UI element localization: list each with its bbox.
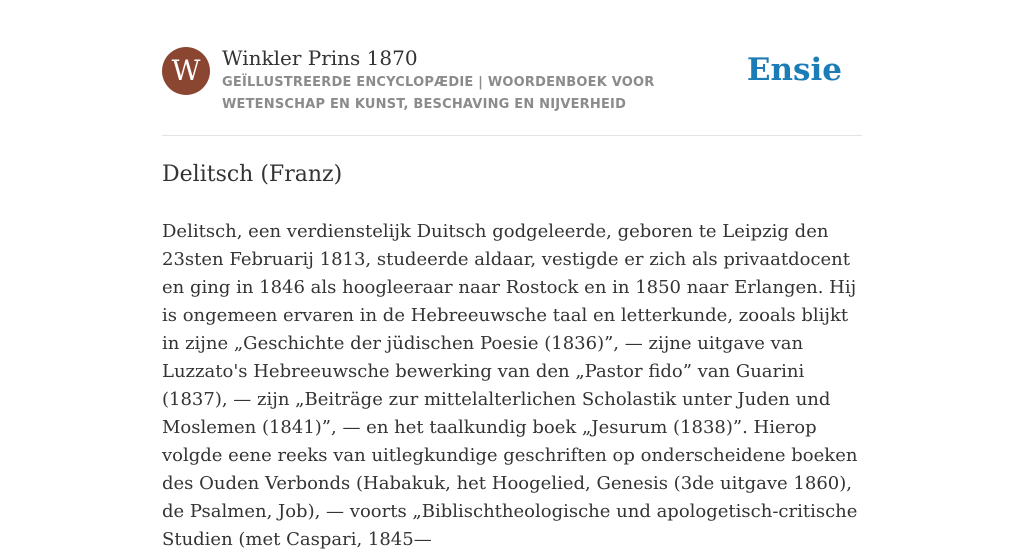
source-avatar[interactable] [162,47,210,95]
source-subtitle: GEÏLLUSTREERDE ENCYCLOPÆDIE | WOORDENBOEK VOOR WETENSCHAP EN KUNST, BESCHAVING EN NIJVERHEID [222,75,655,112]
avatar-letter: W [171,54,201,87]
source-header [162,0,862,136]
article-title: Delitsch (Franz) [162,162,343,187]
ensie-logo[interactable]: Ensie [746,52,842,88]
source-title[interactable]: Winkler Prins 1870 [222,46,418,70]
article-body: Delitsch, een verdienstelijk Duitsch godgeleerde, geboren te Leipzig den 23sten Februarij 1813, studeerde aldaar, vestigde er zich als privaatdocent en ging in 1846 als hoogleeraar naar Rostock en in 1850 naar Erlangen. Hij is ongemeen ervaren in de Hebreeuwsche taal en letterkunde, zooals blijkt in zijne „Geschichte der jüdischen Poesie (1836)”, — zijne uitgave van Luzzato's Hebreeuwsche bewerking van den „Pastor fido” van Guarini (1837), — zijn „Beiträge zur mittelalterlichen Scholastik unter Juden und Moslemen (1841)”, — en het taalkundig boek „Jesurum (1838)”. Hierop volgde eene reeks van uitlegkundige geschriften op onderscheidene boeken des Ouden Verbonds (Habakuk, het Hoogelied, Genesis (3de uitgave 1860), de Psalmen, Job), — voorts „Biblischtheologische und apologetisch-critische Studien (met Caspari, 1845— [162,221,858,550]
page [162,0,862,554]
